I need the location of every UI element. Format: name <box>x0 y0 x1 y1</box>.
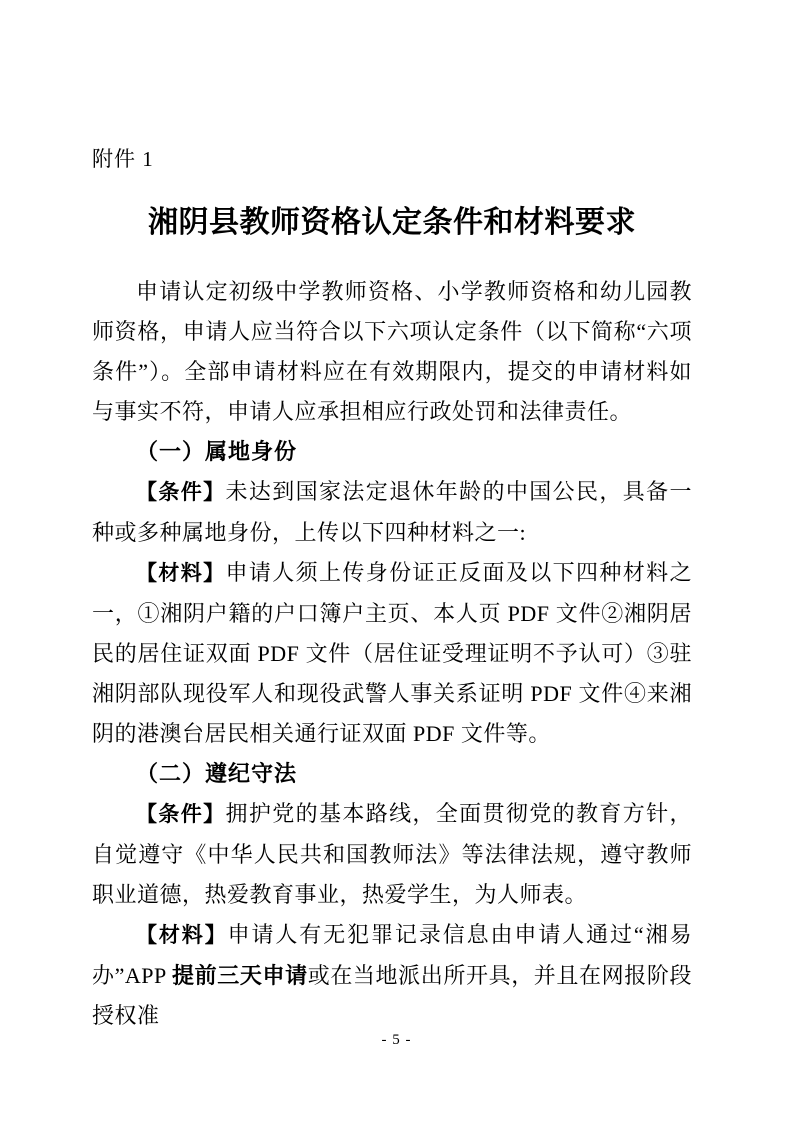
page-number: - 5 - <box>381 1032 412 1048</box>
section-2-condition-text: 拥护党的基本路线，全面贯彻党的教育方针，自觉遵守《中华人民共和国教师法》等法律法规，遵守教师职业道德，热爱教育事业，热爱学生，为人师表。 <box>92 801 692 907</box>
section-2-condition-paragraph <box>92 794 692 915</box>
section-2-heading: （二）遵纪守法 <box>136 761 298 786</box>
section-2-material-label: 【材料】 <box>136 924 228 947</box>
section-2-material-text-pre: 申请人有无犯罪记录信息由申请人通过“湘易办”APP <box>92 922 692 988</box>
section-2-condition-label: 【条件】 <box>136 803 226 826</box>
document-title: 湘阴县教师资格认定条件和材料要求 <box>148 206 636 239</box>
section-2-material-text-emphasis: 提前三天申请 <box>172 963 308 988</box>
section-1-material-paragraph <box>92 553 692 754</box>
section-1-material-label: 【材料】 <box>136 562 226 585</box>
section-1-material-text: 申请人须上传身份证正反面及以下四种材料之一，①湘阴户籍的户口簿户主页、本人页 PDF 文件②湘阴居民的居住证双面 PDF 文件（居住证受理证明不予认可）③驻湘阴部队现役军人和现役武警人事关系证明 PDF 文件④来湘阴的港澳台居民相关通行证双面 PDF 文件等。 <box>92 560 692 746</box>
section-1-condition-paragraph <box>92 472 692 553</box>
intro-paragraph: 申请认定初级中学教师资格、小学教师资格和幼儿园教师资格，申请人应当符合以下六项认定条件（以下简称“六项条件”）。全部申请材料应在有效期限内，提交的申请材料如与事实不符，申请人应承担相应行政处罚和法律责任。 <box>92 279 692 424</box>
section-1-condition-text: 未达到国家法定退休年龄的中国公民，具备一种或多种属地身份，上传以下四种材料之一: <box>92 479 692 545</box>
section-1-heading: （一）属地身份 <box>136 439 298 464</box>
section-2-material-paragraph <box>92 915 692 1036</box>
section-1-condition-label: 【条件】 <box>136 481 226 504</box>
attachment-label: 附件 1 <box>92 147 154 171</box>
section-2-material-text-post: 或在当地派出所开具，并且在网报阶段授权准 <box>92 963 692 1028</box>
